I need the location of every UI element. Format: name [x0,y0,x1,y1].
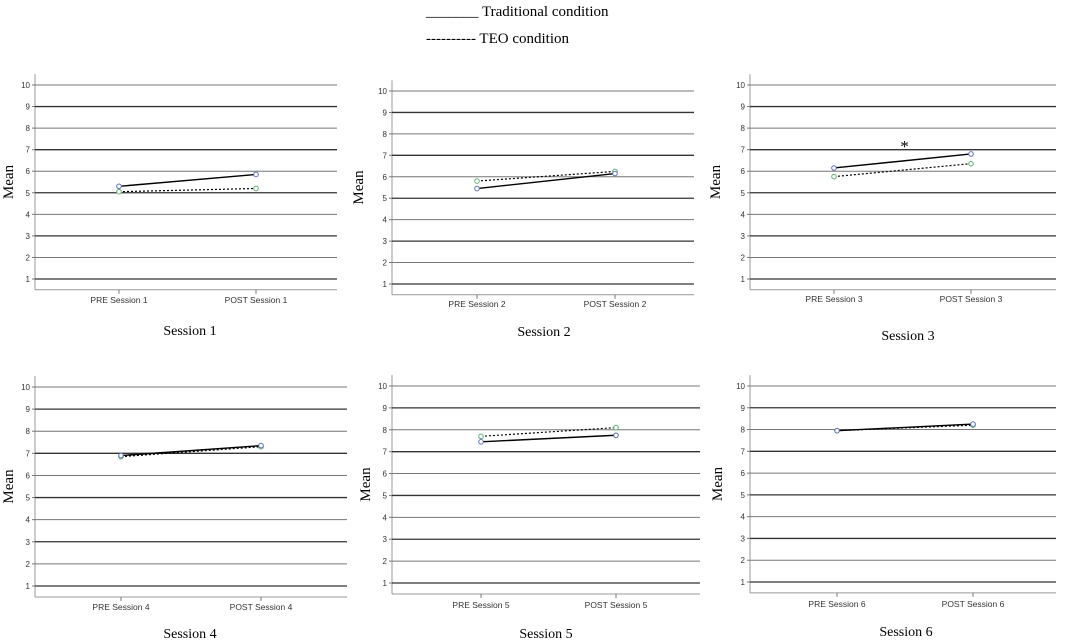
y-tick-label-10: 10 [736,81,745,90]
y-tick-label-10: 10 [21,81,30,90]
y-tick-label-6: 6 [25,471,30,481]
x-category-label-1: PRE Session 3 [805,294,863,304]
data-point-teo-1 [832,174,837,179]
series-line-traditional [121,446,261,456]
y-tick-label-4: 4 [382,215,387,225]
y-tick-label-5: 5 [382,194,387,204]
x-category-label-2: POST Session 1 [224,295,288,305]
y-tick-label-8: 8 [382,129,387,139]
y-tick-label-2: 2 [25,253,30,263]
y-tick-label-9: 9 [740,102,745,112]
y-axis-label: Mean [1,164,17,200]
data-point-teo-1 [479,434,484,439]
data-point-traditional-2 [614,433,619,438]
y-tick-label-9: 9 [740,403,745,413]
series-line-teo [119,188,256,191]
y-tick-label-2: 2 [382,557,387,567]
data-point-traditional-1 [832,166,837,171]
y-tick-label-4: 4 [740,512,745,522]
y-tick-label-6: 6 [382,172,387,182]
series-line-traditional [481,435,616,442]
y-tick-label-2: 2 [740,253,745,263]
series-line-teo [121,447,261,457]
y-tick-label-5: 5 [382,491,387,501]
y-tick-label-1: 1 [382,579,387,588]
x-category-label-1: PRE Session 2 [448,299,506,309]
y-tick-label-3: 3 [382,237,387,247]
y-tick-label-7: 7 [740,447,745,457]
legend-teo: ---------- TEO condition [426,31,569,47]
x-category-label-2: POST Session 6 [941,599,1005,609]
y-axis-label: Mean [358,467,374,502]
data-point-traditional-2 [254,172,259,177]
data-point-traditional-1 [119,453,124,458]
y-tick-label-8: 8 [382,425,387,435]
x-category-label-1: PRE Session 1 [90,295,148,305]
y-tick-label-3: 3 [382,535,387,545]
panel-title: Session 2 [517,325,571,340]
y-tick-label-3: 3 [740,534,745,544]
data-point-traditional-1 [475,186,480,191]
y-tick-label-2: 2 [382,258,387,268]
y-tick-label-6: 6 [740,167,745,177]
y-tick-label-3: 3 [740,231,745,241]
y-tick-label-2: 2 [25,559,30,569]
y-tick-label-1: 1 [25,275,30,284]
panels [1,74,1056,642]
y-tick-label-1: 1 [25,582,30,591]
y-tick-label-8: 8 [740,425,745,435]
panel-title: Session 5 [519,627,573,642]
data-point-traditional-2 [971,422,976,427]
x-category-label-2: POST Session 4 [229,602,293,612]
y-tick-label-8: 8 [25,427,30,437]
panel-title: Session 1 [163,324,217,339]
data-point-teo-2 [969,161,974,166]
y-tick-label-2: 2 [740,556,745,566]
y-tick-label-5: 5 [25,188,30,198]
y-tick-label-9: 9 [25,405,30,415]
data-point-teo-2 [254,186,259,191]
x-category-label-2: POST Session 5 [584,600,648,610]
data-point-traditional-1 [117,184,122,189]
x-category-label-1: PRE Session 6 [808,599,866,609]
y-tick-label-5: 5 [25,493,30,503]
y-tick-label-1: 1 [382,280,387,289]
y-tick-label-4: 4 [25,210,30,220]
chart-panel-2 [351,80,694,340]
x-category-label-1: PRE Session 4 [92,602,150,612]
series-line-teo [481,428,616,437]
y-tick-label-7: 7 [382,151,387,161]
panel-title: Session 6 [879,625,933,640]
y-tick-label-7: 7 [25,145,30,155]
data-point-teo-1 [117,189,122,194]
data-point-teo-2 [614,425,619,430]
y-tick-label-6: 6 [382,469,387,479]
y-tick-label-5: 5 [740,188,745,198]
y-tick-label-9: 9 [382,108,387,118]
legend-traditional: _______ Traditional condition [426,4,609,20]
y-tick-label-4: 4 [25,515,30,525]
y-axis-label: Mean [708,164,724,200]
x-category-label-2: POST Session 2 [583,299,647,309]
y-tick-label-8: 8 [740,124,745,134]
chart-panel-3 [708,74,1056,344]
y-tick-label-10: 10 [736,382,745,391]
y-tick-label-10: 10 [378,87,387,96]
y-tick-label-9: 9 [25,102,30,112]
y-tick-label-6: 6 [25,167,30,177]
y-tick-label-3: 3 [25,537,30,547]
y-tick-label-8: 8 [25,124,30,134]
y-tick-label-10: 10 [378,382,387,391]
y-tick-label-1: 1 [740,275,745,284]
y-axis-label: Mean [351,170,367,205]
y-tick-label-4: 4 [382,513,387,523]
y-tick-label-9: 9 [382,403,387,413]
y-tick-label-7: 7 [382,447,387,457]
significance-annotation: * [900,136,909,156]
y-tick-label-7: 7 [25,449,30,459]
y-tick-label-1: 1 [740,578,745,587]
data-point-traditional-2 [969,152,974,157]
series-line-traditional [119,174,256,186]
y-tick-label-5: 5 [740,490,745,500]
data-point-traditional-1 [835,428,840,433]
legend [425,4,609,47]
data-point-teo-1 [475,179,480,184]
data-point-traditional-2 [613,171,618,176]
data-point-traditional-1 [479,440,484,445]
y-tick-label-4: 4 [740,210,745,220]
y-tick-label-3: 3 [25,231,30,241]
chart-panel-4 [1,376,347,642]
y-axis-label: Mean [710,466,726,502]
x-category-label-2: POST Session 3 [939,294,1003,304]
chart-panel-1 [1,74,337,339]
panel-title: Session 3 [881,329,935,344]
y-tick-label-6: 6 [740,469,745,479]
data-point-traditional-2 [259,443,264,448]
y-tick-label-10: 10 [21,383,30,392]
panel-title: Session 4 [163,627,217,642]
x-category-label-1: PRE Session 5 [452,600,510,610]
chart-panel-5 [358,375,700,642]
y-axis-label: Mean [1,469,17,504]
chart-panel-6 [710,375,1056,640]
y-tick-label-7: 7 [740,145,745,155]
